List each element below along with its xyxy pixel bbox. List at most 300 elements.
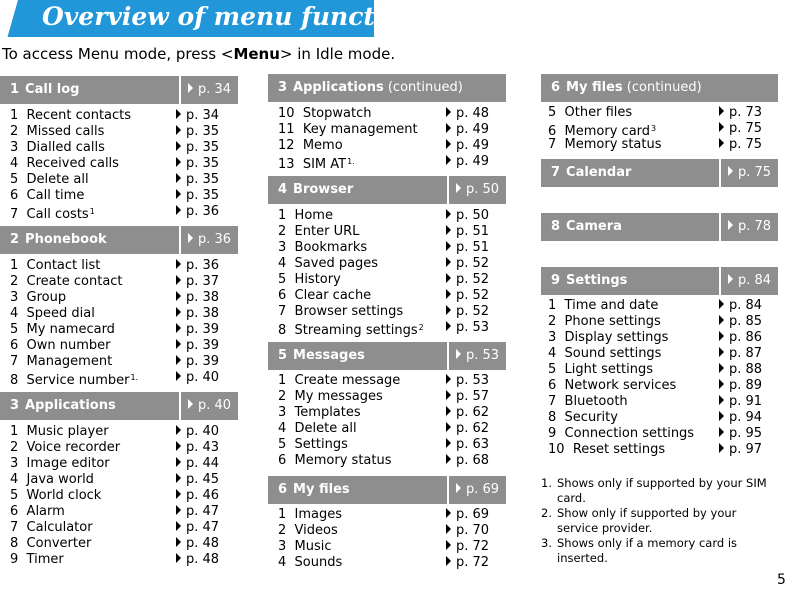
intro-text: To access Menu mode, press <Menu> in Idle mode.	[2, 45, 396, 63]
menu-item-label: History	[294, 272, 341, 287]
menu-item-page: p. 47	[176, 504, 219, 520]
menu-item-page: p. 88	[719, 362, 762, 378]
section-header-my-files-cont	[541, 74, 778, 102]
menu-list-my-files-cont	[541, 105, 778, 153]
menu-item-label: Call time	[26, 188, 85, 203]
section-header-calendar	[541, 159, 778, 187]
section-title: Messages	[293, 348, 365, 363]
footnote-marker: 1	[89, 207, 95, 216]
menu-item-page: p. 95	[719, 426, 762, 442]
menu-item-label: Bluetooth	[564, 394, 628, 409]
menu-item: 6 Clear cache p. 52	[278, 288, 490, 303]
section-header-my-files	[268, 476, 506, 504]
menu-key: Menu	[233, 45, 280, 63]
menu-list-phonebook	[0, 258, 238, 386]
menu-item: 2 Phone settings p. 85	[548, 314, 763, 329]
menu-item: 13 SIM AT$^{1.}$ p. 49	[278, 154, 490, 172]
menu-item-label: Videos	[294, 523, 338, 538]
menu-item-page: p. 49	[446, 122, 489, 138]
section-number: 8	[551, 219, 561, 234]
footnote: 2. Show only if supported by your service provider.	[541, 506, 737, 535]
section-page-ref: p. 50	[447, 176, 506, 204]
menu-item: 2 My messages p. 57	[278, 389, 490, 404]
menu-item-page: p. 36	[176, 204, 219, 220]
menu-item-page: p. 51	[446, 240, 489, 256]
arrow-right-icon	[176, 553, 181, 563]
menu-item-label: Delete all	[26, 172, 89, 187]
arrow-right-icon	[719, 347, 724, 357]
section-number: 2	[10, 232, 20, 247]
menu-item-page: p. 37	[176, 274, 219, 290]
section-title: My files	[293, 482, 350, 497]
menu-item-label: Connection settings	[564, 426, 695, 441]
arrow-right-icon	[176, 355, 181, 365]
menu-item: 4 Sound settings p. 87	[548, 346, 763, 361]
arrow-right-icon	[188, 399, 193, 409]
section-title: Call log	[25, 82, 80, 97]
arrow-right-icon	[446, 438, 451, 448]
arrow-right-icon	[719, 379, 724, 389]
menu-item-page: p. 34	[176, 108, 219, 124]
menu-item: 10 Stopwatch p. 48	[278, 106, 490, 121]
menu-item: 6 Network services p. 89	[548, 378, 763, 393]
menu-item-page: p. 53	[446, 373, 489, 389]
menu-item: 6 Memory card$^3$ p. 75	[548, 121, 763, 139]
menu-item-page: p. 44	[176, 456, 219, 472]
menu-item-page: p. 40	[176, 424, 219, 440]
section-number: 6	[551, 80, 561, 95]
menu-item-label: Enter URL	[294, 224, 360, 239]
menu-item-label: Light settings	[564, 362, 653, 377]
arrow-right-icon	[719, 411, 724, 421]
menu-item: 3 Dialled calls p. 35	[10, 140, 220, 155]
menu-item-page: p. 35	[176, 140, 219, 156]
menu-item-page: p. 94	[719, 410, 762, 426]
section-header-phonebook	[0, 226, 238, 254]
menu-item-label: Sounds	[294, 555, 343, 570]
arrow-right-icon	[446, 139, 451, 149]
arrow-right-icon	[446, 406, 451, 416]
section-header-messages	[268, 342, 506, 370]
menu-item-page: p. 75	[719, 121, 762, 137]
footnote: 3. Shows only if a memory card is inserted.	[541, 536, 738, 565]
section-number: 4	[278, 182, 288, 197]
menu-item: 3 Group p. 38	[10, 290, 220, 305]
menu-item-page: p. 50	[446, 208, 489, 224]
menu-item: 7 Management p. 39	[10, 354, 220, 369]
menu-item-label: Speed dial	[26, 306, 95, 321]
arrow-right-icon	[188, 83, 193, 93]
menu-item-page: p. 39	[176, 338, 219, 354]
menu-item-page: p. 73	[719, 105, 762, 121]
menu-item: 5 Light settings p. 88	[548, 362, 763, 377]
section-header-call-log	[0, 76, 238, 104]
menu-item-label: Display settings	[564, 330, 669, 345]
section-continued: (continued)	[626, 80, 702, 95]
section-number: 3	[10, 398, 20, 413]
arrow-right-icon	[446, 390, 451, 400]
menu-item-page: p. 43	[176, 440, 219, 456]
menu-item-page: p. 70	[446, 523, 489, 539]
menu-item: 5 History p. 52	[278, 272, 490, 287]
menu-item-label: Clear cache	[294, 288, 372, 303]
menu-item-label: Streaming settings	[294, 323, 418, 338]
menu-item-page: p. 89	[719, 378, 762, 394]
menu-item-label: Create contact	[26, 274, 123, 289]
arrow-right-icon	[456, 483, 461, 493]
arrow-right-icon	[446, 289, 451, 299]
arrow-right-icon	[176, 205, 181, 215]
section-header-applications	[0, 392, 238, 420]
menu-item-label: Security	[564, 410, 618, 425]
arrow-right-icon	[176, 307, 181, 317]
section-title: Phonebook	[25, 232, 107, 247]
section-title: Applications	[25, 398, 116, 413]
section-header-applications-cont	[268, 74, 506, 102]
menu-item: 4 Java world p. 45	[10, 472, 220, 487]
menu-item-page: p. 40	[176, 370, 219, 386]
section-title: Settings	[566, 273, 628, 288]
arrow-right-icon	[176, 259, 181, 269]
arrow-right-icon	[719, 395, 724, 405]
arrow-right-icon	[728, 274, 733, 284]
arrow-right-icon	[176, 109, 181, 119]
footnote: 1. Shows only if supported by your SIM card.	[541, 476, 767, 505]
menu-item: 11 Key management p. 49	[278, 122, 490, 137]
section-number: 5	[278, 348, 288, 363]
arrow-right-icon	[446, 305, 451, 315]
menu-item-label: Phone settings	[564, 314, 661, 329]
arrow-right-icon	[719, 443, 724, 453]
arrow-right-icon	[176, 291, 181, 301]
arrow-right-icon	[176, 473, 181, 483]
menu-item: 3 Bookmarks p. 51	[278, 240, 490, 255]
section-page-ref: p. 75	[719, 159, 778, 187]
menu-item-label: My messages	[294, 389, 383, 404]
menu-item: 7 Bluetooth p. 91	[548, 394, 763, 409]
section-title: Browser	[293, 182, 354, 197]
arrow-right-icon	[719, 427, 724, 437]
menu-item: 8 Converter p. 48	[10, 536, 220, 551]
menu-item-page: p. 39	[176, 354, 219, 370]
menu-item: 1 Time and date p. 84	[548, 298, 763, 313]
menu-item-page: p. 85	[719, 314, 762, 330]
arrow-right-icon	[456, 349, 461, 359]
menu-item-page: p. 69	[446, 507, 489, 523]
menu-item-page: p. 46	[176, 488, 219, 504]
arrow-right-icon	[176, 521, 181, 531]
menu-item: 2 Voice recorder p. 43	[10, 440, 220, 455]
menu-item-label: Images	[294, 507, 343, 522]
menu-item: 1 Home p. 50	[278, 208, 490, 223]
menu-item-label: Settings	[294, 437, 348, 452]
section-page-ref: p. 69	[447, 476, 506, 504]
menu-item-label: Management	[26, 354, 113, 369]
menu-item-label: Java world	[26, 472, 94, 487]
arrow-right-icon	[176, 457, 181, 467]
menu-item: 1 Contact list p. 36	[10, 258, 220, 273]
menu-item: 3 Display settings p. 86	[548, 330, 763, 345]
arrow-right-icon	[719, 122, 724, 132]
menu-item-label: Create message	[294, 373, 401, 388]
arrow-right-icon	[446, 123, 451, 133]
menu-item-label: Calculator	[26, 520, 93, 535]
menu-item-label: Memory card	[564, 124, 651, 139]
section-title: My files	[566, 80, 623, 95]
menu-item: 1 Images p. 69	[278, 507, 490, 522]
menu-item-label: Reset settings	[572, 442, 666, 457]
arrow-right-icon	[176, 441, 181, 451]
arrow-right-icon	[446, 273, 451, 283]
menu-item-label: Image editor	[26, 456, 110, 471]
menu-item-page: p. 51	[446, 224, 489, 240]
menu-item-page: p. 45	[176, 472, 219, 488]
arrow-right-icon	[176, 537, 181, 547]
menu-item: 9 Connection settings p. 95	[548, 426, 763, 441]
menu-item: 5 Settings p. 63	[278, 437, 490, 452]
menu-item-label: Dialled calls	[26, 140, 105, 155]
menu-list-settings	[541, 298, 778, 458]
page-number: 5	[777, 572, 786, 588]
menu-item-page: p. 68	[446, 453, 489, 469]
menu-item-page: p. 47	[176, 520, 219, 536]
menu-item-label: Received calls	[26, 156, 119, 171]
arrow-right-icon	[728, 220, 733, 230]
menu-list-my-files	[268, 507, 506, 571]
arrow-right-icon	[456, 183, 461, 193]
menu-item: 5 World clock p. 46	[10, 488, 220, 503]
menu-item-page: p. 48	[176, 552, 219, 568]
arrow-right-icon	[719, 138, 724, 148]
menu-item: 6 Memory status p. 68	[278, 453, 490, 468]
footnote-marker: 2	[418, 323, 424, 332]
menu-item-page: p. 35	[176, 124, 219, 140]
menu-item-page: p. 38	[176, 306, 219, 322]
arrow-right-icon	[446, 155, 451, 165]
menu-item: 4 Sounds p. 72	[278, 555, 490, 570]
menu-item-label: Home	[294, 208, 333, 223]
menu-item: 5 Delete all p. 35	[10, 172, 220, 187]
menu-item-label: Network services	[564, 378, 677, 393]
menu-list-messages	[268, 373, 506, 469]
menu-item-label: Own number	[26, 338, 111, 353]
arrow-right-icon	[446, 454, 451, 464]
menu-item: 6 Own number p. 39	[10, 338, 220, 353]
section-number: 3	[278, 80, 288, 95]
menu-item: 1 Recent contacts p. 34	[10, 108, 220, 123]
menu-item: 1 Create message p. 53	[278, 373, 490, 388]
arrow-right-icon	[176, 275, 181, 285]
footnote-marker: 3	[651, 124, 657, 133]
menu-item-page: p. 39	[176, 322, 219, 338]
section-header-camera	[541, 213, 778, 241]
arrow-right-icon	[446, 225, 451, 235]
menu-item-page: p. 38	[176, 290, 219, 306]
arrow-right-icon	[446, 524, 451, 534]
menu-item: 7 Browser settings p. 52	[278, 304, 490, 319]
menu-item-page: p. 53	[446, 320, 489, 336]
menu-item: 8 Security p. 94	[548, 410, 763, 425]
section-number: 9	[551, 273, 561, 288]
menu-item: 12 Memo p. 49	[278, 138, 490, 153]
arrow-right-icon	[176, 371, 181, 381]
menu-item-page: p. 52	[446, 288, 489, 304]
menu-item-label: Sound settings	[564, 346, 662, 361]
arrow-right-icon	[446, 508, 451, 518]
menu-item-page: p. 35	[176, 172, 219, 188]
menu-item: 2 Enter URL p. 51	[278, 224, 490, 239]
footnote-marker: 1.	[347, 157, 355, 166]
menu-item-label: Alarm	[26, 504, 65, 519]
menu-item-label: Call costs	[26, 207, 89, 222]
menu-item-label: Browser settings	[294, 304, 404, 319]
menu-item: 6 Alarm p. 47	[10, 504, 220, 519]
section-header-settings	[541, 267, 778, 295]
menu-item-label: Templates	[294, 405, 361, 420]
arrow-right-icon	[719, 106, 724, 116]
arrow-right-icon	[176, 339, 181, 349]
section-page-ref: p. 40	[179, 392, 238, 420]
menu-item-page: p. 97	[719, 442, 762, 458]
menu-item-page: p. 91	[719, 394, 762, 410]
arrow-right-icon	[446, 257, 451, 267]
arrow-right-icon	[176, 425, 181, 435]
menu-item: 4 Received calls p. 35	[10, 156, 220, 171]
arrow-right-icon	[446, 107, 451, 117]
menu-list-browser	[268, 208, 506, 336]
menu-item-page: p. 52	[446, 272, 489, 288]
arrow-right-icon	[719, 299, 724, 309]
arrow-right-icon	[176, 157, 181, 167]
menu-item: 5 Other files p. 73	[548, 105, 763, 120]
menu-list-call-log	[0, 108, 238, 220]
menu-item-label: Bookmarks	[294, 240, 368, 255]
menu-item-label: Key management	[302, 122, 418, 137]
arrow-right-icon	[176, 141, 181, 151]
menu-item-page: p. 36	[176, 258, 219, 274]
arrow-right-icon	[176, 173, 181, 183]
menu-item-page: p. 63	[446, 437, 489, 453]
arrow-right-icon	[188, 233, 193, 243]
menu-item: 7 Memory status p. 75	[548, 137, 763, 152]
menu-list-applications	[0, 424, 238, 568]
menu-item-label: SIM AT	[302, 157, 347, 172]
section-page-ref: p. 36	[179, 226, 238, 254]
menu-item: 7 Call costs$^1$ p. 36	[10, 204, 220, 222]
menu-item-label: Contact list	[26, 258, 101, 273]
arrow-right-icon	[446, 422, 451, 432]
menu-item-label: Service number	[26, 373, 130, 388]
menu-item-label: Stopwatch	[302, 106, 372, 121]
menu-item-page: p. 49	[446, 154, 489, 170]
menu-item-page: p. 75	[719, 137, 762, 153]
menu-item-label: Time and date	[564, 298, 659, 313]
menu-item-label: My namecard	[26, 322, 115, 337]
section-header-browser	[268, 176, 506, 204]
menu-item-page: p. 49	[446, 138, 489, 154]
menu-item-page: p. 48	[446, 106, 489, 122]
page-title: Overview of menu functions	[42, 2, 434, 31]
menu-item: 4 Speed dial p. 38	[10, 306, 220, 321]
section-title: Applications	[293, 80, 384, 95]
arrow-right-icon	[719, 331, 724, 341]
footnotes	[541, 476, 781, 566]
menu-item-page: p. 52	[446, 256, 489, 272]
menu-item-label: Memo	[302, 138, 343, 153]
footnote-marker: 1.	[130, 373, 139, 382]
menu-item: 2 Create contact p. 37	[10, 274, 220, 289]
menu-item-page: p. 48	[176, 536, 219, 552]
menu-item-page: p. 35	[176, 188, 219, 204]
menu-item-page: p. 35	[176, 156, 219, 172]
arrow-right-icon	[176, 323, 181, 333]
menu-item: 2 Videos p. 70	[278, 523, 490, 538]
arrow-right-icon	[176, 489, 181, 499]
arrow-right-icon	[446, 556, 451, 566]
menu-item: 1 Music player p. 40	[10, 424, 220, 439]
arrow-right-icon	[446, 209, 451, 219]
arrow-right-icon	[446, 321, 451, 331]
menu-item: 10 Reset settings p. 97	[548, 442, 763, 457]
arrow-right-icon	[728, 166, 733, 176]
arrow-right-icon	[176, 189, 181, 199]
menu-item-page: p. 72	[446, 555, 489, 571]
menu-item: 8 Streaming settings$^2$ p. 53	[278, 320, 490, 338]
menu-item-label: Memory status	[564, 137, 662, 152]
menu-item-label: Other files	[564, 105, 633, 120]
menu-item-page: p. 87	[719, 346, 762, 362]
menu-item: 4 Saved pages p. 52	[278, 256, 490, 271]
section-number: 6	[278, 482, 288, 497]
menu-item-label: Memory status	[294, 453, 392, 468]
arrow-right-icon	[446, 374, 451, 384]
menu-item: 3 Templates p. 62	[278, 405, 490, 420]
arrow-right-icon	[719, 315, 724, 325]
section-number: 1	[10, 82, 20, 97]
menu-item-page: p. 84	[719, 298, 762, 314]
arrow-right-icon	[446, 540, 451, 550]
menu-item-label: Group	[26, 290, 67, 305]
menu-item-label: World clock	[26, 488, 102, 503]
section-page-ref: p. 34	[179, 76, 238, 104]
section-page-ref: p. 78	[719, 213, 778, 241]
menu-item: 8 Service number$^{1.}$ p. 40	[10, 370, 220, 388]
menu-item-page: p. 62	[446, 421, 489, 437]
menu-item-page: p. 52	[446, 304, 489, 320]
menu-item-label: Music	[294, 539, 332, 554]
section-title: Camera	[566, 219, 622, 234]
menu-item: 3 Music p. 72	[278, 539, 490, 554]
menu-item-label: Delete all	[294, 421, 357, 436]
menu-item: 6 Call time p. 35	[10, 188, 220, 203]
menu-item-label: Timer	[26, 552, 64, 567]
menu-item: 9 Timer p. 48	[10, 552, 220, 567]
menu-item: 5 My namecard p. 39	[10, 322, 220, 337]
menu-item: 4 Delete all p. 62	[278, 421, 490, 436]
section-page-ref: p. 84	[719, 267, 778, 295]
section-continued: (continued)	[387, 80, 463, 95]
arrow-right-icon	[176, 125, 181, 135]
menu-item-page: p. 72	[446, 539, 489, 555]
menu-item-label: Missed calls	[26, 124, 105, 139]
arrow-right-icon	[446, 241, 451, 251]
section-page-ref: p. 53	[447, 342, 506, 370]
menu-item-label: Recent contacts	[26, 108, 132, 123]
menu-item: 7 Calculator p. 47	[10, 520, 220, 535]
menu-list-applications-cont	[268, 106, 506, 170]
menu-item: 2 Missed calls p. 35	[10, 124, 220, 139]
menu-item-page: p. 86	[719, 330, 762, 346]
